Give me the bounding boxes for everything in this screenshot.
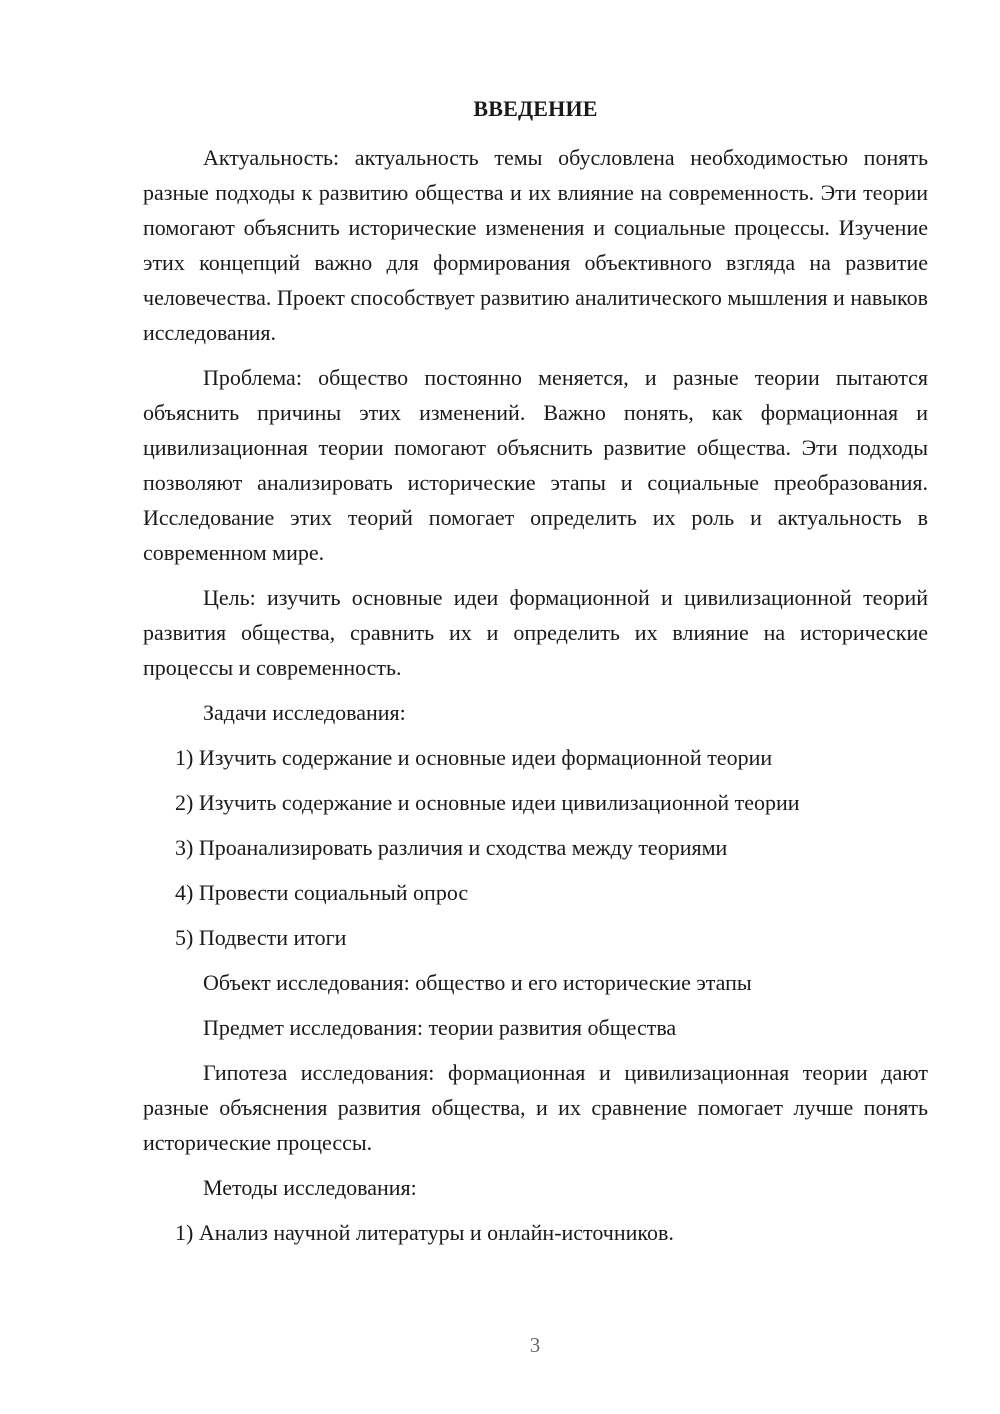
methods-heading: Методы исследования: bbox=[203, 1175, 417, 1200]
goal-paragraph: Цель: изучить основные идеи формационной и цивилизационной теорий развития общества, сравнить их и определить их влияние на исторические процессы и современность. bbox=[143, 585, 928, 680]
document-page bbox=[143, 92, 928, 1260]
task-item-1: 1) Изучить содержание и основные идеи формационной теории bbox=[175, 745, 773, 770]
task-item-3: 3) Проанализировать различия и сходства между теориями bbox=[175, 835, 728, 860]
task-item-2: 2) Изучить содержание и основные идеи цивилизационной теории bbox=[175, 790, 800, 815]
method-item-1: 1) Анализ научной литературы и онлайн-источников. bbox=[175, 1220, 674, 1245]
task-item-5: 5) Подвести итоги bbox=[175, 925, 347, 950]
task-item-4: 4) Провести социальный опрос bbox=[175, 880, 469, 905]
hypothesis-paragraph: Гипотеза исследования: формационная и цивилизационная теории дают разные объяснения развития общества, и их сравнение помогает лучше понять исторические процессы. bbox=[143, 1060, 928, 1155]
object-paragraph: Объект исследования: общество и его исторические этапы bbox=[203, 970, 752, 995]
tasks-heading: Задачи исследования: bbox=[203, 700, 406, 725]
page-title: ВВЕДЕНИЕ bbox=[473, 96, 598, 121]
relevance-paragraph: Актуальность: актуальность темы обусловлена необходимостью понять разные подходы к развитию общества и их влияние на современность. Эти теории помогают объяснить исторические изменения и социальные процессы. Изучение этих концепций важно для формирования объективного взгляда на развитие человечества. Проект способствует развитию аналитического мышления и навыков исследования. bbox=[143, 145, 928, 345]
problem-paragraph: Проблема: общество постоянно меняется, и разные теории пытаются объяснить причины этих изменений. Важно понять, как формационная и цивилизационная теории помогают объяснить развитие общества. Эти подходы позволяют анализировать исторические этапы и социальные преобразования. Исследование этих теорий помогает определить их роль и актуальность в современном мире. bbox=[143, 365, 928, 565]
subject-paragraph: Предмет исследования: теории развития общества bbox=[203, 1015, 677, 1040]
page-number: 3 bbox=[529, 1333, 541, 1357]
